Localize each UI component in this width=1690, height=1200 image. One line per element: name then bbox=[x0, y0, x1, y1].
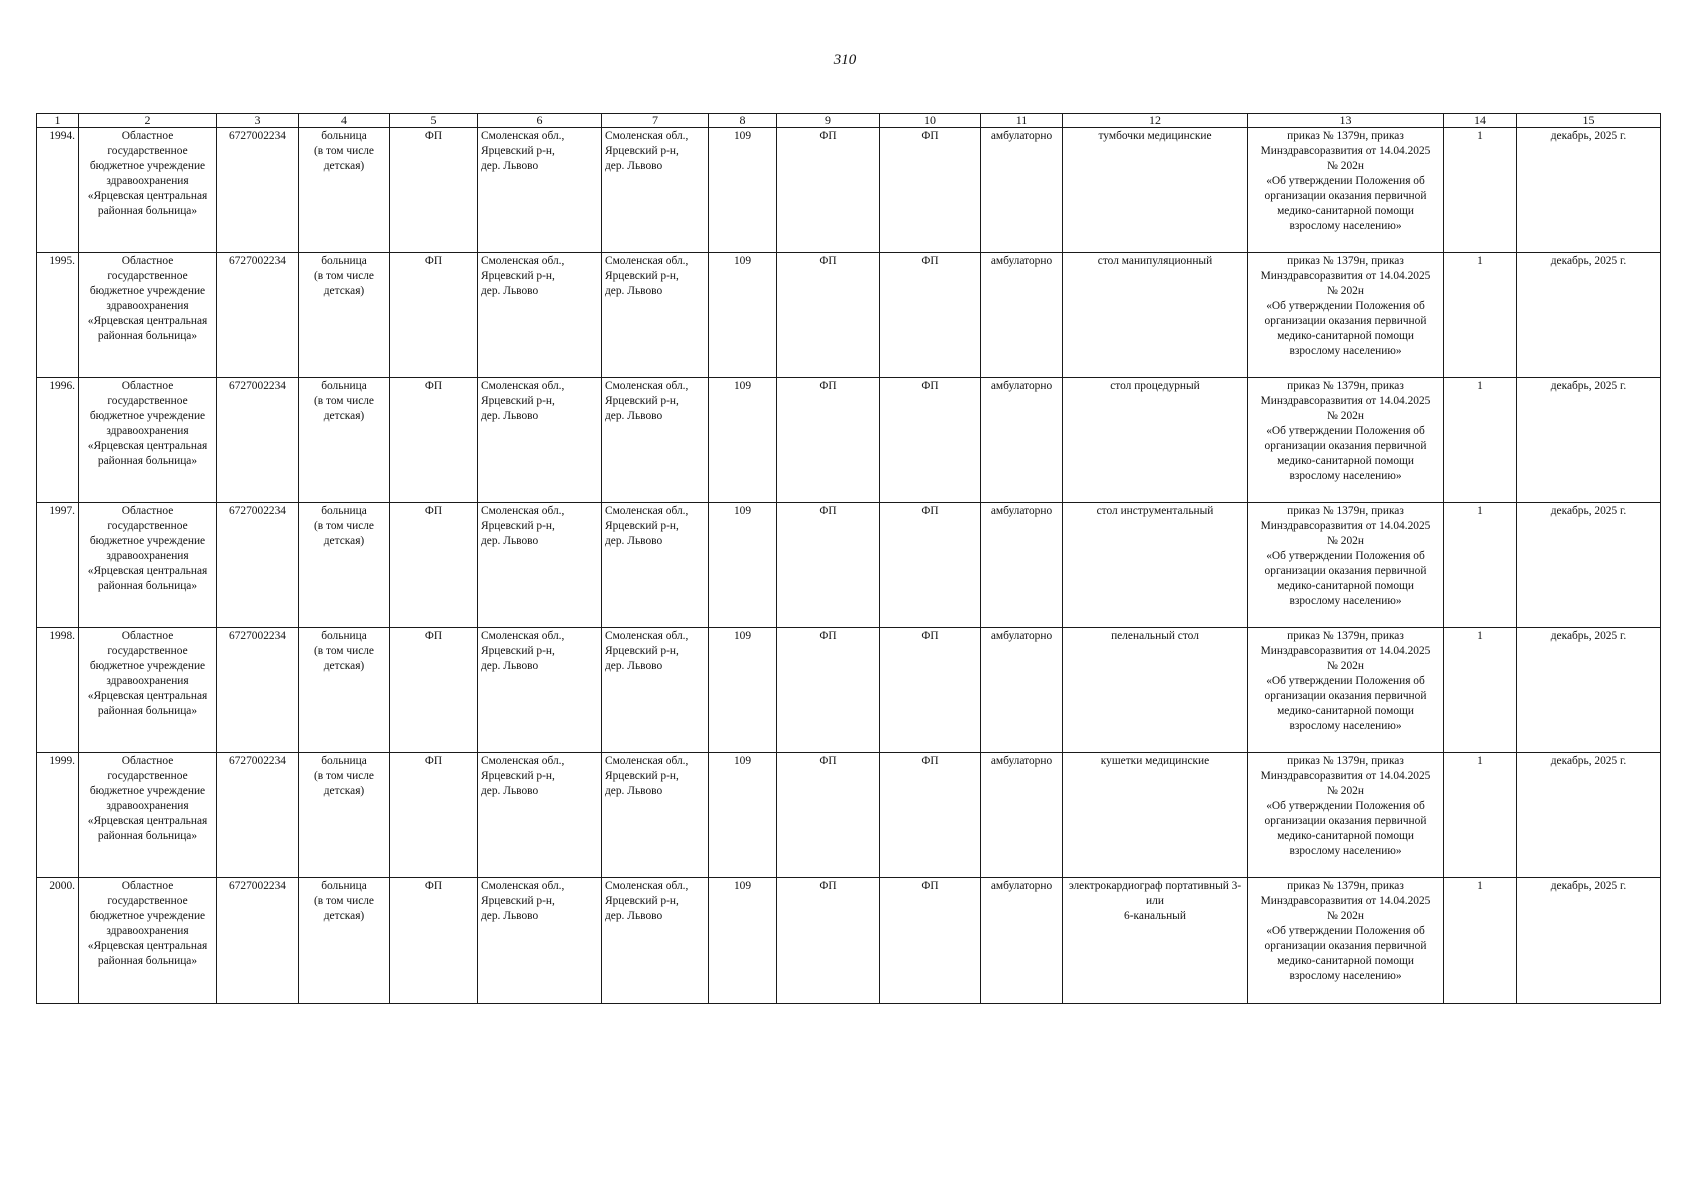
quantity: 1 bbox=[1444, 753, 1517, 878]
row-number: 1994. bbox=[37, 128, 79, 253]
subdivision-name: ФП bbox=[880, 128, 981, 253]
inn-value: 6727002234 bbox=[217, 253, 299, 378]
column-header: 15 bbox=[1517, 114, 1661, 128]
legal-basis: приказ № 1379н, приказ Минздравсоразвития от 14.04.2025 № 202н «Об утверждении Положения об организации оказания первичной медико-санитарной помощи взрослому населению» bbox=[1248, 378, 1444, 503]
quantity: 1 bbox=[1444, 128, 1517, 253]
equipment-name: стол инструментальный bbox=[1063, 503, 1248, 628]
unit-type: ФП bbox=[390, 503, 478, 628]
row-number: 2000. bbox=[37, 878, 79, 1004]
equipment-name: стол процедурный bbox=[1063, 378, 1248, 503]
equipment-name: стол манипуляционный bbox=[1063, 253, 1248, 378]
column-header: 13 bbox=[1248, 114, 1444, 128]
table-row bbox=[37, 253, 1661, 378]
address-legal: Смоленская обл., Ярцевский р-н, дер. Львово bbox=[478, 378, 602, 503]
row-number: 1997. bbox=[37, 503, 79, 628]
code-value: 109 bbox=[709, 503, 777, 628]
address-legal: Смоленская обл., Ярцевский р-н, дер. Львово bbox=[478, 253, 602, 378]
due-date: декабрь, 2025 г. bbox=[1517, 378, 1661, 503]
address-actual: Смоленская обл., Ярцевский р-н, дер. Львово bbox=[602, 378, 709, 503]
equipment-name: кушетки медицинские bbox=[1063, 753, 1248, 878]
address-actual: Смоленская обл., Ярцевский р-н, дер. Львово bbox=[602, 628, 709, 753]
legal-basis: приказ № 1379н, приказ Минздравсоразвития от 14.04.2025 № 202н «Об утверждении Положения об организации оказания первичной медико-санитарной помощи взрослому населению» bbox=[1248, 128, 1444, 253]
subdivision-name: ФП bbox=[880, 878, 981, 1004]
legal-basis: приказ № 1379н, приказ Минздравсоразвития от 14.04.2025 № 202н «Об утверждении Положения об организации оказания первичной медико-санитарной помощи взрослому населению» bbox=[1248, 253, 1444, 378]
address-actual: Смоленская обл., Ярцевский р-н, дер. Львово bbox=[602, 253, 709, 378]
table-row bbox=[37, 878, 1661, 1004]
organization-name: Областное государственное бюджетное учреждение здравоохранения «Ярцевская центральная районная больница» bbox=[79, 128, 217, 253]
inn-value: 6727002234 bbox=[217, 503, 299, 628]
column-header: 10 bbox=[880, 114, 981, 128]
subdivision-type: ФП bbox=[777, 628, 880, 753]
address-actual: Смоленская обл., Ярцевский р-н, дер. Львово bbox=[602, 503, 709, 628]
address-actual: Смоленская обл., Ярцевский р-н, дер. Львово bbox=[602, 753, 709, 878]
legal-basis: приказ № 1379н, приказ Минздравсоразвития от 14.04.2025 № 202н «Об утверждении Положения об организации оказания первичной медико-санитарной помощи взрослому населению» bbox=[1248, 503, 1444, 628]
quantity: 1 bbox=[1444, 378, 1517, 503]
due-date: декабрь, 2025 г. bbox=[1517, 253, 1661, 378]
quantity: 1 bbox=[1444, 503, 1517, 628]
address-legal: Смоленская обл., Ярцевский р-н, дер. Львово bbox=[478, 128, 602, 253]
inn-value: 6727002234 bbox=[217, 378, 299, 503]
subdivision-name: ФП bbox=[880, 503, 981, 628]
address-legal: Смоленская обл., Ярцевский р-н, дер. Львово bbox=[478, 878, 602, 1004]
subdivision-type: ФП bbox=[777, 753, 880, 878]
table-row bbox=[37, 753, 1661, 878]
legal-basis: приказ № 1379н, приказ Минздравсоразвития от 14.04.2025 № 202н «Об утверждении Положения об организации оказания первичной медико-санитарной помощи взрослому населению» bbox=[1248, 878, 1444, 1004]
column-header: 8 bbox=[709, 114, 777, 128]
equipment-name: пеленальный стол bbox=[1063, 628, 1248, 753]
unit-type: ФП bbox=[390, 628, 478, 753]
organization-name: Областное государственное бюджетное учреждение здравоохранения «Ярцевская центральная районная больница» bbox=[79, 253, 217, 378]
column-header: 12 bbox=[1063, 114, 1248, 128]
address-legal: Смоленская обл., Ярцевский р-н, дер. Львово bbox=[478, 628, 602, 753]
unit-type: ФП bbox=[390, 378, 478, 503]
code-value: 109 bbox=[709, 753, 777, 878]
address-actual: Смоленская обл., Ярцевский р-н, дер. Львово bbox=[602, 128, 709, 253]
due-date: декабрь, 2025 г. bbox=[1517, 128, 1661, 253]
unit-type: ФП bbox=[390, 128, 478, 253]
table-row bbox=[37, 503, 1661, 628]
subdivision-type: ФП bbox=[777, 253, 880, 378]
care-mode: амбулаторно bbox=[981, 753, 1063, 878]
column-header: 5 bbox=[390, 114, 478, 128]
organization-name: Областное государственное бюджетное учреждение здравоохранения «Ярцевская центральная районная больница» bbox=[79, 878, 217, 1004]
column-header: 14 bbox=[1444, 114, 1517, 128]
row-number: 1998. bbox=[37, 628, 79, 753]
quantity: 1 bbox=[1444, 878, 1517, 1004]
code-value: 109 bbox=[709, 628, 777, 753]
row-number: 1995. bbox=[37, 253, 79, 378]
table-row bbox=[37, 628, 1661, 753]
facility-type: больница (в том числе детская) bbox=[299, 253, 390, 378]
organization-name: Областное государственное бюджетное учреждение здравоохранения «Ярцевская центральная районная больница» bbox=[79, 628, 217, 753]
subdivision-name: ФП bbox=[880, 628, 981, 753]
care-mode: амбулаторно bbox=[981, 253, 1063, 378]
inn-value: 6727002234 bbox=[217, 128, 299, 253]
subdivision-type: ФП bbox=[777, 878, 880, 1004]
facility-type: больница (в том числе детская) bbox=[299, 378, 390, 503]
facility-type: больница (в том числе детская) bbox=[299, 128, 390, 253]
quantity: 1 bbox=[1444, 628, 1517, 753]
organization-name: Областное государственное бюджетное учреждение здравоохранения «Ярцевская центральная районная больница» bbox=[79, 378, 217, 503]
code-value: 109 bbox=[709, 878, 777, 1004]
address-actual: Смоленская обл., Ярцевский р-н, дер. Львово bbox=[602, 878, 709, 1004]
address-legal: Смоленская обл., Ярцевский р-н, дер. Львово bbox=[478, 753, 602, 878]
table-row bbox=[37, 128, 1661, 253]
legal-basis: приказ № 1379н, приказ Минздравсоразвития от 14.04.2025 № 202н «Об утверждении Положения об организации оказания первичной медико-санитарной помощи взрослому населению» bbox=[1248, 753, 1444, 878]
subdivision-type: ФП bbox=[777, 378, 880, 503]
subdivision-type: ФП bbox=[777, 503, 880, 628]
inn-value: 6727002234 bbox=[217, 878, 299, 1004]
facility-type: больница (в том числе детская) bbox=[299, 878, 390, 1004]
facility-type: больница (в том числе детская) bbox=[299, 503, 390, 628]
inn-value: 6727002234 bbox=[217, 628, 299, 753]
column-header: 2 bbox=[79, 114, 217, 128]
unit-type: ФП bbox=[390, 253, 478, 378]
subdivision-name: ФП bbox=[880, 378, 981, 503]
column-header: 4 bbox=[299, 114, 390, 128]
organization-name: Областное государственное бюджетное учреждение здравоохранения «Ярцевская центральная районная больница» bbox=[79, 753, 217, 878]
care-mode: амбулаторно bbox=[981, 503, 1063, 628]
row-number: 1999. bbox=[37, 753, 79, 878]
column-header: 1 bbox=[37, 114, 79, 128]
column-header: 11 bbox=[981, 114, 1063, 128]
due-date: декабрь, 2025 г. bbox=[1517, 878, 1661, 1004]
quantity: 1 bbox=[1444, 253, 1517, 378]
equipment-name: электрокардиограф портативный 3- или 6-канальный bbox=[1063, 878, 1248, 1004]
unit-type: ФП bbox=[390, 753, 478, 878]
code-value: 109 bbox=[709, 378, 777, 503]
code-value: 109 bbox=[709, 253, 777, 378]
facility-type: больница (в том числе детская) bbox=[299, 753, 390, 878]
due-date: декабрь, 2025 г. bbox=[1517, 753, 1661, 878]
subdivision-name: ФП bbox=[880, 253, 981, 378]
care-mode: амбулаторно bbox=[981, 628, 1063, 753]
column-header: 6 bbox=[478, 114, 602, 128]
page-number: 310 bbox=[833, 52, 857, 68]
facility-type: больница (в том числе детская) bbox=[299, 628, 390, 753]
organization-name: Областное государственное бюджетное учреждение здравоохранения «Ярцевская центральная районная больница» bbox=[79, 503, 217, 628]
care-mode: амбулаторно bbox=[981, 128, 1063, 253]
care-mode: амбулаторно bbox=[981, 878, 1063, 1004]
column-header: 9 bbox=[777, 114, 880, 128]
unit-type: ФП bbox=[390, 878, 478, 1004]
column-header: 3 bbox=[217, 114, 299, 128]
care-mode: амбулаторно bbox=[981, 378, 1063, 503]
register-table bbox=[36, 113, 1661, 1004]
subdivision-name: ФП bbox=[880, 753, 981, 878]
code-value: 109 bbox=[709, 128, 777, 253]
row-number: 1996. bbox=[37, 378, 79, 503]
inn-value: 6727002234 bbox=[217, 753, 299, 878]
column-number-row bbox=[37, 114, 1661, 128]
equipment-name: тумбочки медицинские bbox=[1063, 128, 1248, 253]
table-row bbox=[37, 378, 1661, 503]
due-date: декабрь, 2025 г. bbox=[1517, 628, 1661, 753]
legal-basis: приказ № 1379н, приказ Минздравсоразвития от 14.04.2025 № 202н «Об утверждении Положения об организации оказания первичной медико-санитарной помощи взрослому населению» bbox=[1248, 628, 1444, 753]
address-legal: Смоленская обл., Ярцевский р-н, дер. Львово bbox=[478, 503, 602, 628]
due-date: декабрь, 2025 г. bbox=[1517, 503, 1661, 628]
subdivision-type: ФП bbox=[777, 128, 880, 253]
column-header: 7 bbox=[602, 114, 709, 128]
